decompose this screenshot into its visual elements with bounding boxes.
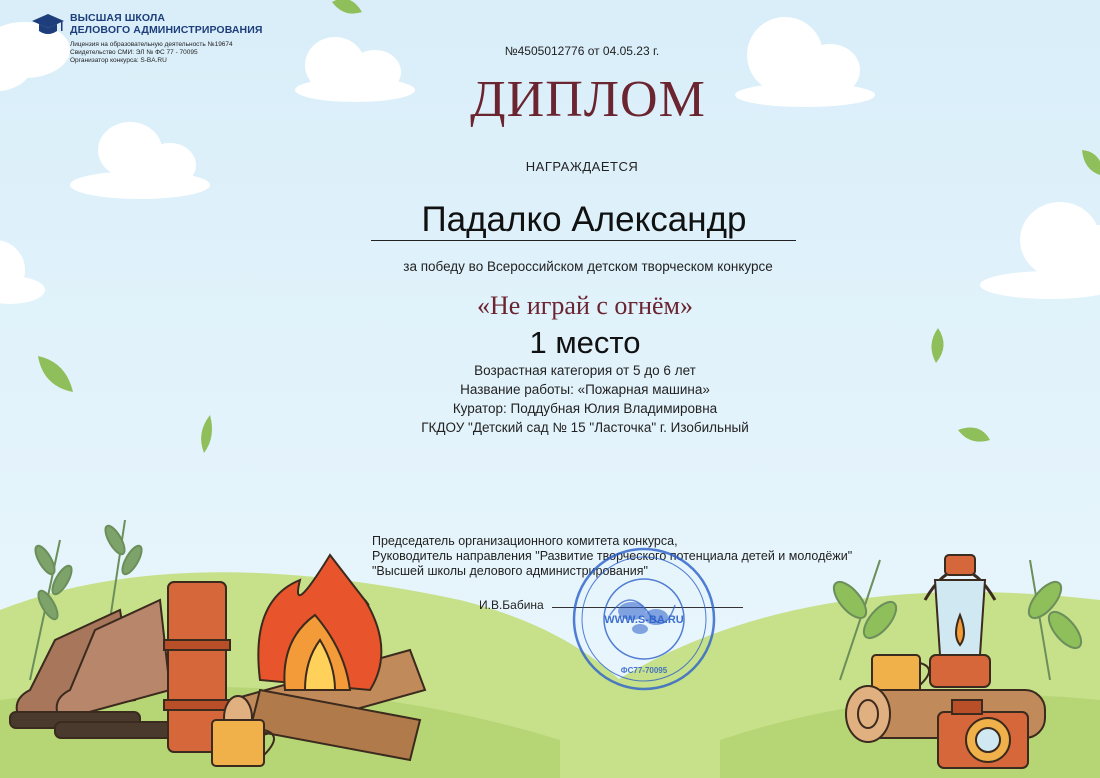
- recipient-name: Падалко Александр: [421, 200, 747, 239]
- school-logo: [32, 10, 292, 70]
- institution: ГКДОУ "Детский сад № 15 "Ласточка" г. Изобильный: [421, 420, 749, 435]
- signature-line3: "Высшей школы делового администрирования": [372, 564, 648, 578]
- logo-title-line2: ДЕЛОВОГО АДМИНИСТРИРОВАНИЯ: [70, 24, 263, 36]
- stamp-url: WWW.S-BA.RU: [604, 614, 684, 626]
- logo-media-cert: Свидетельство СМИ: ЭЛ № ФС 77 - 70095: [70, 49, 198, 56]
- recipient-underline: [371, 240, 796, 241]
- work-title: Название работы: «Пожарная машина»: [460, 382, 710, 397]
- age-category: Возрастная категория от 5 до 6 лет: [474, 363, 696, 378]
- page-title: ДИПЛОМ: [470, 71, 706, 128]
- place-result: 1 место: [529, 325, 641, 360]
- logo-organizer: Организатор конкурса: S-BA.RU: [70, 57, 167, 64]
- awarded-label: НАГРАЖДАЕТСЯ: [525, 159, 639, 174]
- leaf-top: [332, 0, 362, 14]
- document-number: №4505012776 от 04.05.23 г.: [504, 44, 660, 58]
- logo-title-line1: ВЫСШАЯ ШКОЛА: [70, 12, 166, 24]
- graduation-cap-icon: [32, 12, 64, 38]
- mug-left: [212, 720, 274, 766]
- official-stamp: [570, 545, 718, 693]
- stamp-cert: ФС77-70095: [620, 666, 668, 675]
- award-reason: за победу во Всероссийском детском творческом конкурсе: [403, 259, 773, 274]
- signer-name: И.В.Бабина: [479, 598, 544, 612]
- logo-license: Лицензия на образовательную деятельность №19674: [70, 41, 233, 48]
- signature-line2: Руководитель направления "Развитие творческого потенциала детей и молодёжи": [372, 549, 853, 563]
- contest-name: «Не играй с огнём»: [477, 291, 693, 320]
- curator: Куратор: Поддубная Юлия Владимировна: [452, 401, 718, 416]
- signature-line1: Председатель организационного комитета конкурса,: [372, 534, 678, 548]
